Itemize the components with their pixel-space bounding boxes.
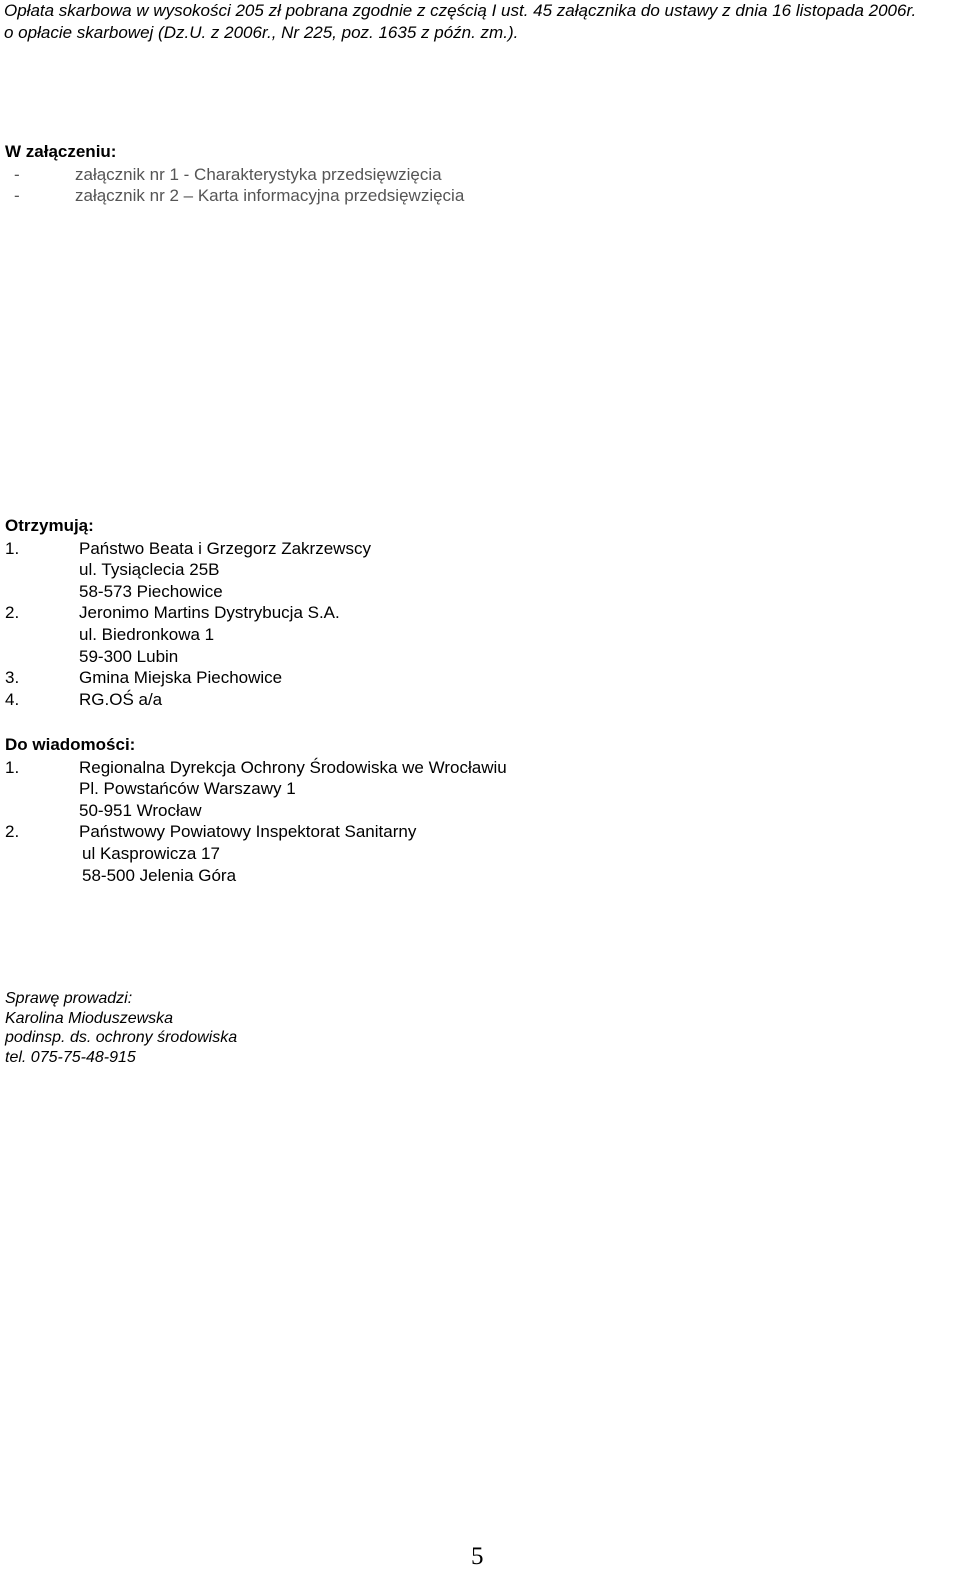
fee-note-line-1: Opłata skarbowa w wysokości 205 zł pobrana zgodnie z częścią I ust. 45 załącznika do ustawy z dnia 16 listopada 2006r. — [4, 1, 917, 20]
recipient-number: 2. — [5, 603, 20, 623]
fee-note-line-2: o opłacie skarbowej (Dz.U. z 2006r., Nr 225, poz. 1635 z późn. zm.). — [4, 23, 519, 42]
recipient-number: 3. — [5, 668, 20, 688]
recipient-line: Jeronimo Martins Dystrybucja S.A. — [79, 603, 340, 623]
attachment-item — [5, 164, 464, 186]
info-line: Państwowy Powiatowy Inspektorat Sanitarny — [79, 822, 417, 842]
recipient-number: 4. — [5, 689, 20, 709]
info-number: 2. — [5, 822, 20, 842]
info-line: ul Kasprowicza 17 — [82, 843, 220, 863]
recipient-number: 1. — [5, 538, 20, 558]
attachments-section — [5, 141, 464, 207]
recipient-line: RG.OŚ a/a — [79, 689, 163, 709]
recipients-heading: Otrzymują: — [5, 516, 94, 535]
for-information-section — [5, 734, 507, 886]
info-line: Regionalna Dyrekcja Ochrony Środowiska we Wrocławiu — [79, 757, 507, 777]
recipient-line: Gmina Miejska Piechowice — [79, 668, 283, 688]
recipient-line: ul. Biedronkowa 1 — [79, 624, 215, 644]
attachment-item — [5, 185, 464, 207]
info-line: 50-951 Wrocław — [79, 800, 202, 820]
recipient-line: 58-573 Piechowice — [79, 581, 223, 601]
recipient-line: 59-300 Lubin — [79, 646, 179, 666]
handled-by-section — [5, 989, 237, 1067]
for-information-heading: Do wiadomości: — [5, 735, 136, 754]
attachment-dash: - — [14, 186, 20, 206]
info-item — [5, 757, 507, 779]
attachment-text: załącznik nr 1 - Charakterystyka przedsięwzięcia — [75, 164, 442, 184]
recipient-item — [5, 602, 371, 624]
recipient-item — [5, 538, 371, 560]
info-item — [5, 821, 507, 843]
info-number: 1. — [5, 757, 20, 777]
recipient-item — [5, 689, 371, 711]
attachments-heading: W załączeniu: — [5, 142, 117, 161]
recipient-line: Państwo Beata i Grzegorz Zakrzewscy — [79, 538, 371, 558]
page-number: 5 — [471, 1543, 484, 1570]
info-line: Pl. Powstańców Warszawy 1 — [79, 779, 296, 799]
recipient-line: ul. Tysiąclecia 25B — [79, 560, 220, 580]
recipient-item — [5, 667, 371, 689]
attachment-text: załącznik nr 2 – Karta informacyjna przedsięwzięcia — [75, 186, 465, 206]
attachment-dash: - — [14, 164, 20, 184]
handled-by-label: Sprawę prowadzi: — [5, 990, 133, 1007]
info-line: 58-500 Jelenia Góra — [82, 865, 237, 885]
handled-by-position: podinsp. ds. ochrony środowiska — [5, 1029, 238, 1046]
fee-note — [4, 0, 916, 44]
handled-by-phone: tel. 075-75-48-915 — [5, 1048, 136, 1066]
handled-by-name: Karolina Mioduszewska — [5, 1009, 174, 1027]
recipients-section — [5, 515, 371, 710]
